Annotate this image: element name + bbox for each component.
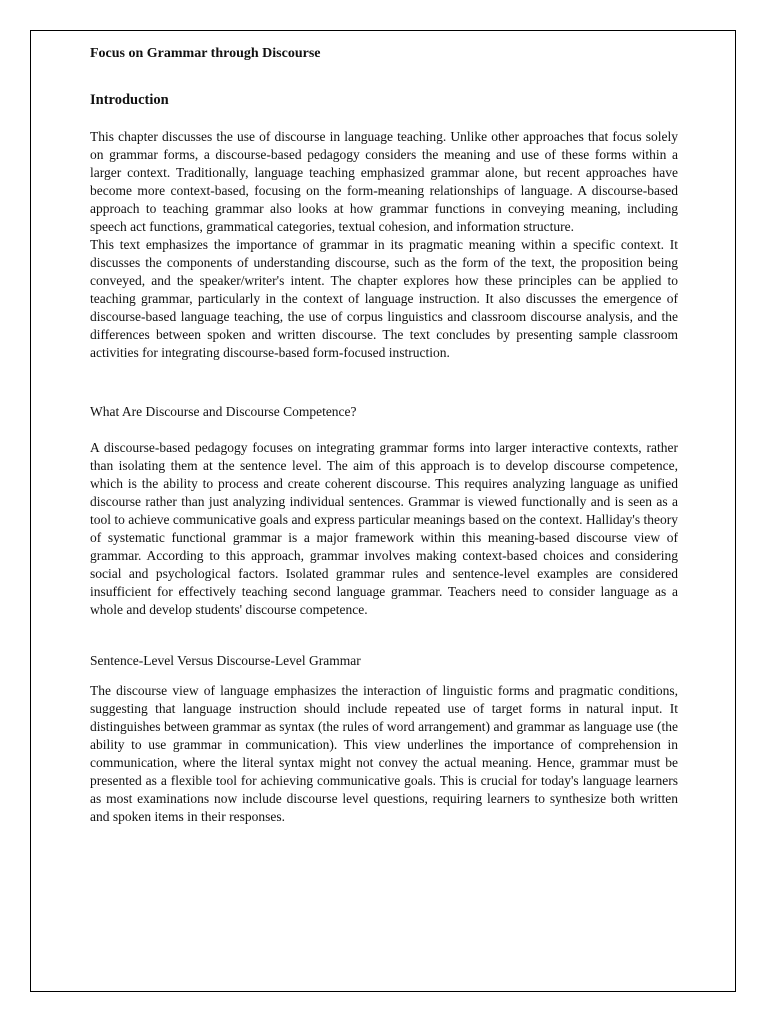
sentence-vs-discourse-paragraph: The discourse view of language emphasizes the interaction of linguistic forms and pragmatic conditions, suggesting that language instruction should include repeated use of target forms in natural input. It distinguishes between grammar as syntax (the rules of word arrangement) and grammar as language use (the ability to use grammar in communication). This view underlines the importance of comprehension in communication, where the literal syntax might not convey the actual meaning. Hence, grammar must be presented as a flexible tool for achieving communicative goals. This is crucial for today's language learners as most examinations now include discourse level questions, requiring learners to synthesize both written and spoken items in their responses.	[90, 683, 678, 824]
document-title: Focus on Grammar through Discourse	[90, 46, 321, 61]
introduction-heading: Introduction	[90, 92, 169, 108]
document-body	[90, 44, 678, 826]
discourse-competence-paragraph: A discourse-based pedagogy focuses on integrating grammar forms into larger interactive contexts, rather than isolating them at the sentence level. The aim of this approach is to develop discourse competence, which is the ability to process and create coherent discourse. This requires analyzing language as unified discourse rather than just analyzing individual sentences. Grammar is viewed functionally and is seen as a tool to achieve communicative goals and express particular meanings based on the context. Halliday's theory of systematic functional grammar is a major framework within this meaning-based discourse view of grammar. According to this approach, grammar involves making context-based choices and considering social and psychological factors. Isolated grammar rules and sentence-level examples are considered insufficient for effectively teaching second language grammar. Teachers need to consider language as a whole and develop students' discourse competence.	[90, 440, 678, 617]
sentence-vs-discourse-heading: Sentence-Level Versus Discourse-Level Grammar	[90, 653, 361, 668]
introduction-paragraph-1: This chapter discusses the use of discourse in language teaching. Unlike other approaches that focus solely on grammar forms, a discourse-based pedagogy considers the meaning and use of these forms within a larger context. Traditionally, language teaching emphasized grammar alone, but recent approaches have become more context-based, focusing on the form-meaning relationships of language. A discourse-based approach to teaching grammar also looks at how grammar functions in conveying meaning, including speech act functions, grammatical categories, textual cohesion, and information structure.	[90, 129, 678, 234]
discourse-competence-heading: What Are Discourse and Discourse Competence?	[90, 404, 357, 419]
introduction-paragraph-2: This text emphasizes the importance of grammar in its pragmatic meaning within a specific context. It discusses the components of understanding discourse, such as the form of the text, the proposition being conveyed, and the speaker/writer's intent. The chapter explores how these principles can be applied to teaching grammar, particularly in the context of language instruction. It also discusses the emergence of discourse-based language teaching, the use of corpus linguistics and classroom discourse analysis, and the differences between spoken and written discourse. The text concludes by presenting sample classroom activities for integrating discourse-based form-focused instruction.	[90, 237, 678, 360]
